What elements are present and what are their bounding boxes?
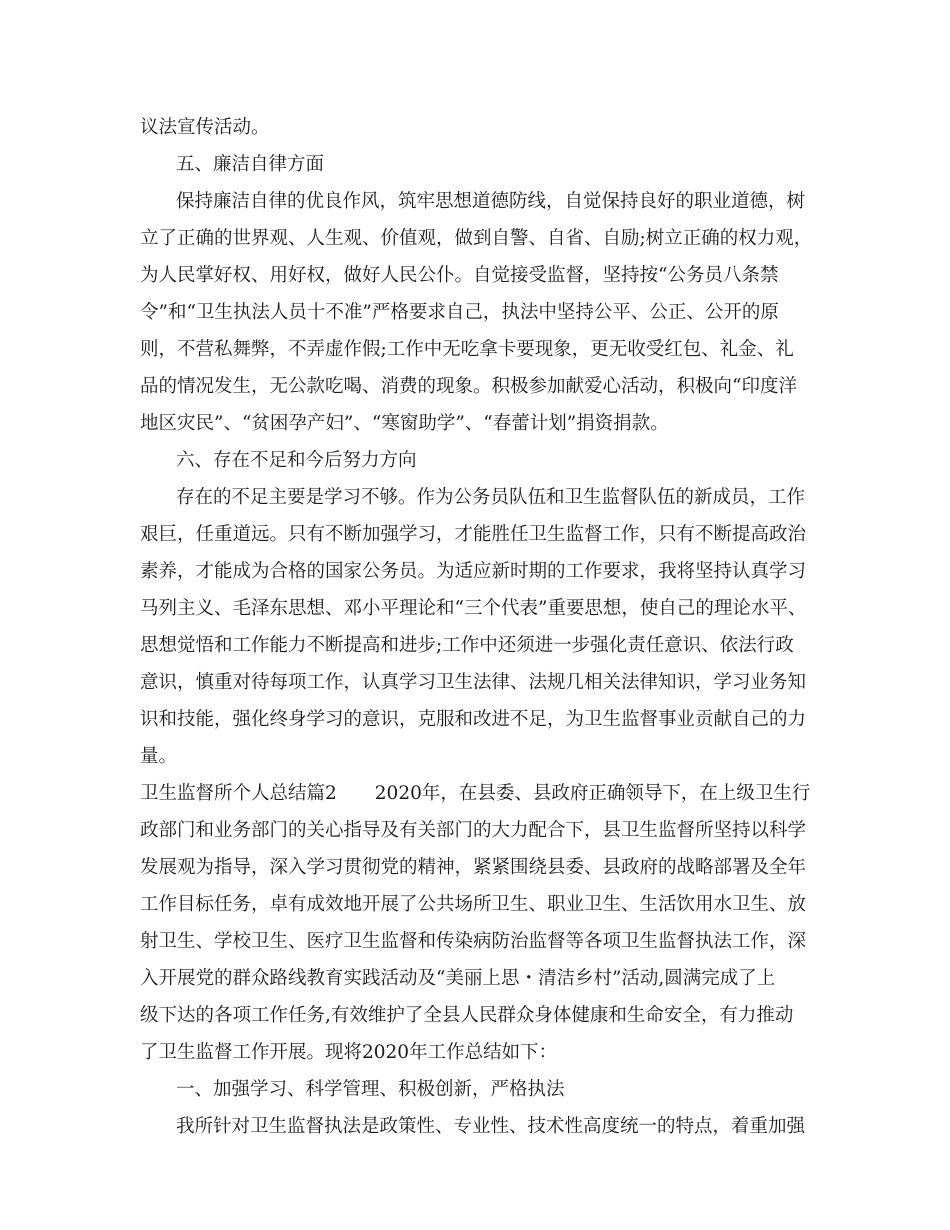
text-line: 素养，才能成为合格的国家公务员。为适应新时期的工作要求，我将坚持认真学习 <box>140 561 807 582</box>
text-line: 令”和“卫生执法人员十不准”严格要求自己，执法中坚持公平、公正、公开的原 <box>140 302 779 323</box>
text-line: 马列主义、毛泽东思想、邓小平理论和“三个代表”重要思想，使自己的理论水平、 <box>140 598 807 619</box>
text-line: 量。 <box>140 746 178 767</box>
text-line: 保持廉洁自律的优良作风，筑牢思想道德防线，自觉保持良好的职业道德，树 <box>176 191 806 212</box>
text-line: 品的情况发生，无公款吃喝、消费的现象。积极参加献爱心活动，积极向“印度洋 <box>140 376 797 397</box>
text-line: 存在的不足主要是学习不够。作为公务员队伍和卫生监督队伍的新成员，工作 <box>176 487 806 508</box>
section-heading: 一、加强学习、科学管理、积极创新，严格执法 <box>176 1079 565 1100</box>
text-line: 议法宣传活动。 <box>140 117 270 138</box>
article-heading: 卫生监督所个人总结篇2 <box>140 783 337 804</box>
text-line: 政部门和业务部门的关心指导及有关部门的大力配合下，县卫生监督所坚持以科学 <box>140 820 807 841</box>
text-line: 入开展党的群众路线教育实践活动及“美丽上思・清洁乡村”活动,圆满完成了上 <box>140 968 776 989</box>
text-line: 艰巨，任重道远。只有不断加强学习，才能胜任卫生监督工作，只有不断提高政治 <box>140 524 807 545</box>
section-heading: 六、存在不足和今后努力方向 <box>176 450 417 471</box>
text-line: 发展观为指导，深入学习贯彻党的精神，紧紧围绕县委、县政府的战略部署及全年 <box>140 857 807 878</box>
text-line: 识和技能，强化终身学习的意识，克服和改进不足，为卫生监督事业贡献自己的力 <box>140 709 807 730</box>
text-line: 级下达的各项工作任务,有效维护了全县人民群众身体健康和生命安全，有力推动 <box>140 1005 794 1026</box>
heading-line <box>140 784 810 806</box>
text-line: 意识，慎重对待每项工作，认真学习卫生法律、法规几相关法律知识，学习业务知 <box>140 672 807 693</box>
text-line: 了卫生监督工作开展。现将2020年工作总结如下： <box>140 1042 558 1063</box>
text-line: 我所针对卫生监督执法是政策性、专业性、技术性高度统一的特点，着重加强 <box>176 1116 806 1137</box>
text-line: 思想觉悟和工作能力不断提高和进步;工作中还须进一步强化责任意识、依法行政 <box>140 635 794 656</box>
text-line: 则，不营私舞弊，不弄虚作假;工作中无吃拿卡要现象，更无收受红包、礼金、礼 <box>140 339 794 360</box>
text-line: 立了正确的世界观、人生观、价值观，做到自警、自省、自励;树立正确的权力观， <box>140 228 813 249</box>
text-line: 为人民掌好权、用好权，做好人民公仆。自觉接受监督，坚持按“公务员八条禁 <box>140 265 779 286</box>
section-heading: 五、廉洁自律方面 <box>176 154 325 175</box>
text-line: 射卫生、学校卫生、医疗卫生监督和传染病防治监督等各项卫生监督执法工作，深 <box>140 931 807 952</box>
text-line: 地区灾民”、“贫困孕产妇”、“寒窗助学”、“春蕾计划”捐资捐款。 <box>140 413 669 434</box>
text-line: 工作目标任务，卓有成效地开展了公共场所卫生、职业卫生、生活饮用水卫生、放 <box>140 894 807 915</box>
text-line: 2020年，在县委、县政府正确领导下，在上级卫生行 <box>374 783 811 804</box>
